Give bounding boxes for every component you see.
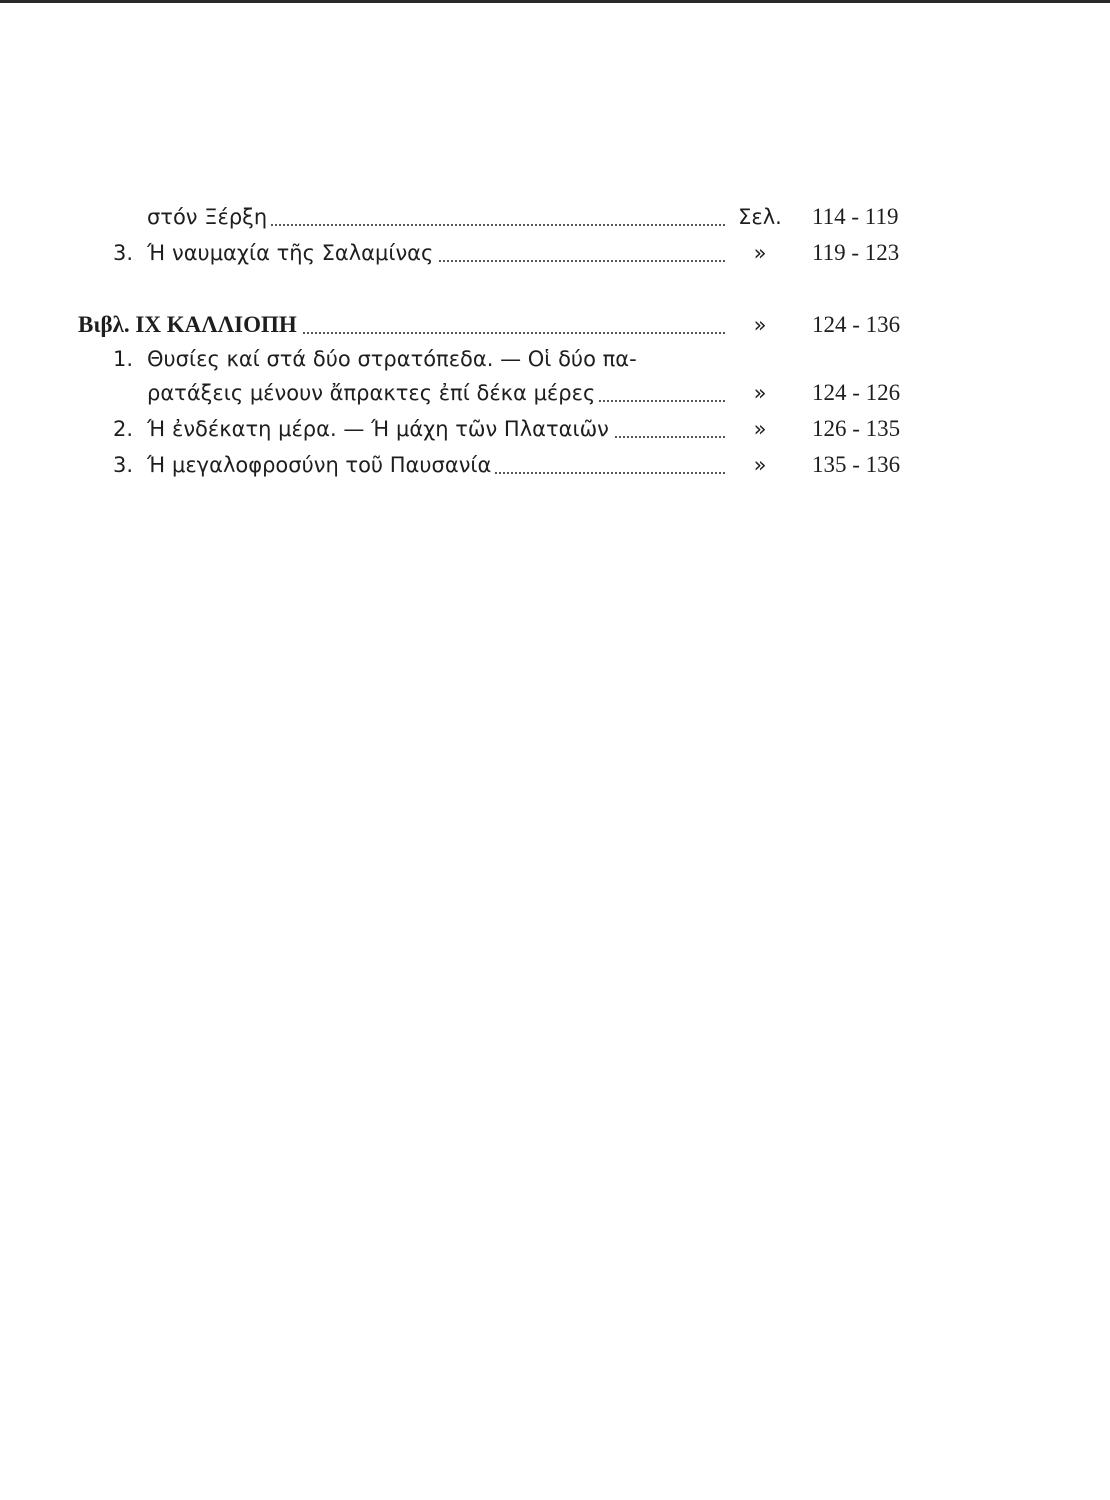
ditto-mark: » [753, 381, 767, 405]
toc-entry-text: στόν Ξέρξη [147, 205, 271, 229]
toc-entry [0, 342, 1110, 376]
toc-entry-label [147, 342, 725, 376]
page-range: 126 - 135 [812, 416, 901, 441]
toc-entry-label [147, 412, 725, 446]
toc-entry-label [147, 448, 725, 482]
toc-entry-number: 2. [113, 417, 134, 441]
page-range: 135 - 136 [812, 452, 901, 477]
page-range: 114 - 119 [812, 204, 899, 229]
ditto-mark: » [753, 453, 767, 477]
toc-book-heading [0, 308, 1110, 342]
book-title: IX ΚΑΛΛΙΟΠΗ [135, 312, 297, 337]
toc-entry-text: Ή ναυμαχία τῆς Σαλαμίνας [147, 241, 437, 265]
toc-entry [0, 448, 1110, 482]
toc-entry-number: 3. [113, 241, 134, 265]
page-range: 124 - 136 [812, 312, 901, 337]
ditto-mark: » [753, 417, 767, 441]
toc-entry [0, 412, 1110, 446]
toc-entry-text: Ή ἐνδέκατη μέρα. — Ή μάχη τῶν Πλαταιῶν [147, 417, 613, 441]
book-heading-label [78, 308, 725, 342]
toc-entry [0, 200, 1110, 234]
ditto-mark: » [753, 313, 767, 337]
toc-entry [0, 236, 1110, 270]
page-range: 124 - 126 [812, 380, 901, 405]
page-abbrev: Σελ. [738, 205, 782, 229]
toc-entry-number: 1. [113, 347, 134, 371]
toc-entry-text: Ή μεγαλοφροσύνη τοῦ Παυσανία [147, 453, 495, 477]
toc-entry-label [147, 376, 725, 410]
toc-entry-text: ρατάξεις μένουν ἄπρακτες ἐπί δέκα μέρες [147, 381, 599, 405]
book-prefix: Βιβλ. [78, 312, 130, 337]
page-range: 119 - 123 [812, 240, 900, 265]
toc-entry-label [147, 200, 725, 234]
ditto-mark: » [753, 241, 767, 265]
toc-entry [0, 376, 1110, 410]
toc-entry-label [147, 236, 725, 270]
toc-entry-number: 3. [113, 453, 134, 477]
toc-entry-text: Θυσίες καί στά δύο στρατόπεδα. — Οἱ δύο πα- [147, 347, 641, 371]
